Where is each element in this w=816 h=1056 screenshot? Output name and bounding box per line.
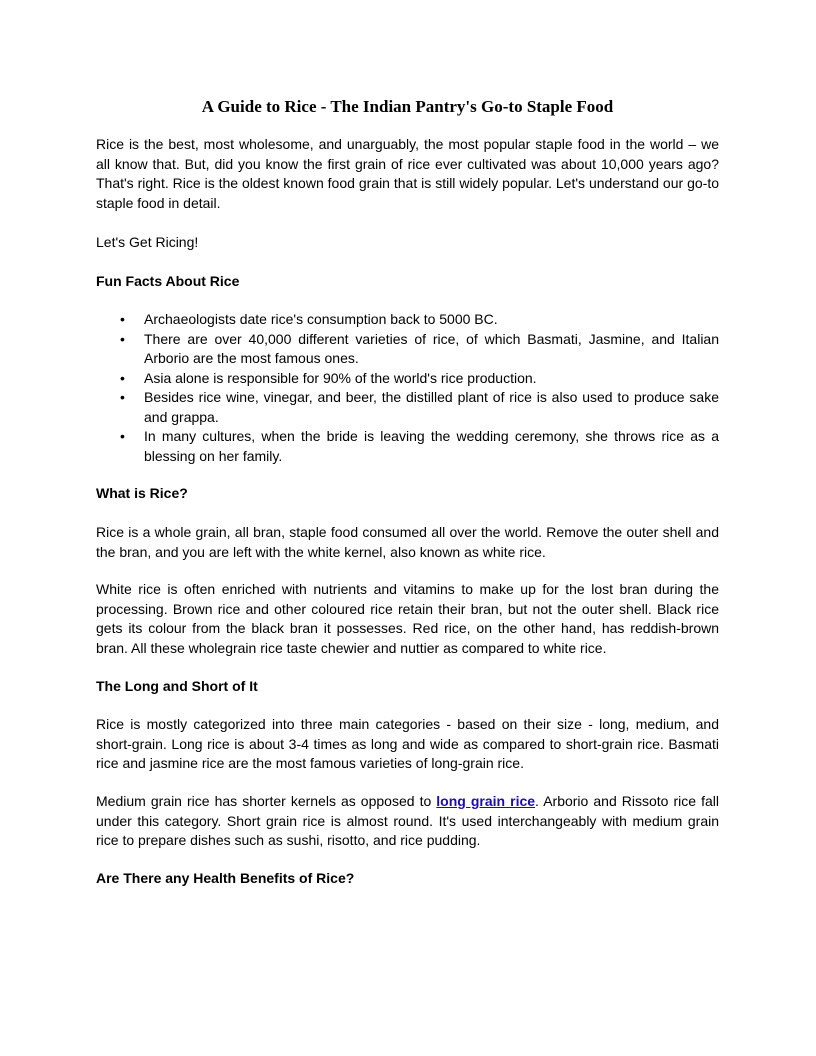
fun-facts-heading: Fun Facts About Rice xyxy=(96,273,240,289)
long-and-short-paragraph-2 xyxy=(96,792,719,851)
paragraph-text: . Arborio and Rissoto rice fall under this category. Short grain rice is almost round. It's used interchangeably with medium grain rice to prepare dishes such as sushi, risotto, and rice pudding. xyxy=(96,793,719,848)
fun-facts-list xyxy=(96,310,719,466)
what-is-rice-paragraph-1: Rice is a whole grain, all bran, staple food consumed all over the world. Remove the outer shell and the bran, and you are left with the white kernel, also known as white rice. xyxy=(96,524,719,560)
document-title: A Guide to Rice - The Indian Pantry's Go-to Staple Food xyxy=(201,97,614,116)
list-item: • Archaeologists date rice's consumption back to 5000 BC. xyxy=(96,310,719,330)
intro-paragraph: Rice is the best, most wholesome, and unarguably, the most popular staple food in the world – we all know that. But, did you know the first grain of rice ever cultivated was about 10,000 years ago? That's right. Rice is the oldest known food grain that is still widely popular. Let's understand our go-to staple food in detail. xyxy=(96,136,719,211)
list-item: • There are over 40,000 different varieties of rice, of which Basmati, Jasmine, and Italian Arborio are the most famous ones. xyxy=(96,330,719,369)
health-benefits-heading: Are There any Health Benefits of Rice? xyxy=(96,870,355,886)
list-item: • In many cultures, when the bride is leaving the wedding ceremony, she throws rice as a blessing on her family. xyxy=(96,427,719,466)
list-item: • Besides rice wine, vinegar, and beer, the distilled plant of rice is also used to produce sake and grappa. xyxy=(96,388,719,427)
paragraph-text: Medium grain rice has shorter kernels as opposed to xyxy=(96,793,437,809)
list-item: • Asia alone is responsible for 90% of the world's rice production. xyxy=(96,369,719,389)
long-and-short-heading: The Long and Short of It xyxy=(96,678,258,694)
what-is-rice-heading: What is Rice? xyxy=(96,485,188,501)
what-is-rice-paragraph-2: White rice is often enriched with nutrients and vitamins to make up for the lost bran during the processing. Brown rice and other coloured rice retain their bran, but not the outer shell. Black rice gets its colour from the black bran it possesses. Red rice, on the other hand, has reddish-brown bran. All these wholegrain rice taste chewier and nuttier as compared to white rice. xyxy=(96,581,719,656)
tagline: Let's Get Ricing! xyxy=(96,234,199,250)
long-grain-rice-link[interactable]: long grain rice xyxy=(436,793,536,809)
long-and-short-paragraph-1: Rice is mostly categorized into three main categories - based on their size - long, medium, and short-grain. Long rice is about 3-4 times as long and wide as compared to short-grain rice. Basmati rice and jasmine rice are the most famous varieties of long-grain rice. xyxy=(96,716,719,771)
